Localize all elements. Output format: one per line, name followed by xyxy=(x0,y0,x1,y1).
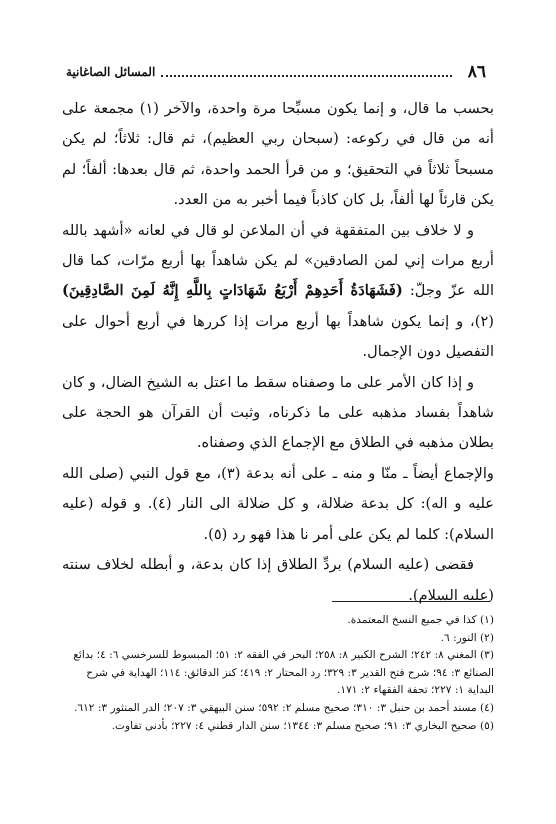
dotted-leader xyxy=(161,75,451,77)
paragraph-2: و لا خلاف بين المتفقهة في أن الملاعن لو قال في لعانه «أشهد بالله أربع مرات إني لمن الصادقين» لم يكن شاهداً بها أربع مرّات، كما قال الله عزّ وجلّ: (فَشَهَادَةُ أَحَدِهِمْ أَرْبَعُ شَهَادَاتٍ بِاللَّهِ إِنَّهُ لَمِنَ الصَّادِقِينَ) (٢)، و إنما يكون شاهداً بها أربع مرات إذا كررها في أربع أحوال على التفصيل دون الإجمال. xyxy=(62,221,494,361)
running-title: المسائل الصاغانية xyxy=(66,65,156,79)
main-text xyxy=(62,94,494,611)
footnote-5: (٥) صحيح البخاري ٣: ٩١؛ صحيح مسلم ٣: ١٣٤٤؛ سنن الدار قطني ٤: ٢٢٧؛ بأدنى تفاوت. xyxy=(111,719,494,732)
page-header xyxy=(66,60,486,82)
footnote-divider xyxy=(332,601,490,602)
paragraph-5: فقضى (عليه السلام) بردِّ الطلاق إذا كان بدعة، و أبطله لخلاف سنته (عليه السلام). xyxy=(62,556,494,604)
footnotes xyxy=(60,612,494,735)
paragraph-4: والإجماع أيضاً ـ منّا و منه ـ على أنه بدعة (٣)، مع قول النبي (صلى الله عليه و اله): كل بدعة ضلالة، و كل ضلالة الى النار (٤). و قوله (عليه السلام): كلما لم يكن على أمر نا هذا فهو رد (٥). xyxy=(62,464,494,543)
footnote-3: (٣) المغني ٨: ٢٤٢؛ الشرح الكبير ٨: ٢٥٨؛ البحر في الفقه ٢: ٥١؛ المبسوط للسرخسي ٦: ٤؛ بدائع الصنائع ٣: ٩٤؛ شرح فتح القدير ٣: ٣٢٩؛ رد المحتار ٢: ٤١٩؛ كنز الدقائق: ١١٤؛ الهداية في شرح البداية ١: ٢٢٧؛ تحفة الفقهاء ٢: ١٧١. xyxy=(73,649,494,697)
footnote-4: (٤) مسند أحمد بن حنبل ٣: ٣١٠؛ صحيح مسلم ٢: ٥٩٢؛ سنن البيهقي ٣: ٢٠٧؛ الدر المنثور ٣: ٦١٢. xyxy=(74,701,494,714)
paragraph-3: و إذا كان الأمر على ما وصفناه سقط ما اعتل به الشيخ الضال، و كان شاهداً بفساد مذهبه على ما ذكرناه، وثبت أن القرآن هو الحجة على بطلان مذهبه في الطلاق مع الإجماع الذي وصفناه. xyxy=(62,373,494,452)
paragraph-1: بحسب ما قال، و إنما يكون مسبِّحا مرة واحدة، والآخر (١) مجمعة على أنه من قال في ركوعه: (سبحان ربي العظيم)، ثم قال: ثلاثاً؛ لم يكن مسبحاً ثلاثاً في التحقيق؛ و من قرأ الحمد واحدة، ثم قال بعدها: ألفاً؛ لم يكن قارئاً لها ألفاً، بل كان كاذباً فيما أخبر به من العدد. xyxy=(62,100,494,209)
footnote-2: (٢) النور: ٦. xyxy=(440,631,494,644)
footnote-1: (١) كذا في جميع النسخ المعتمدة. xyxy=(347,614,494,626)
page-number: ٨٦ xyxy=(467,62,486,82)
quran-verse: (فَشَهَادَةُ أَحَدِهِمْ أَرْبَعُ شَهَادَاتٍ بِاللَّهِ إِنَّهُ لَمِنَ الصَّادِقِينَ) xyxy=(62,282,403,300)
